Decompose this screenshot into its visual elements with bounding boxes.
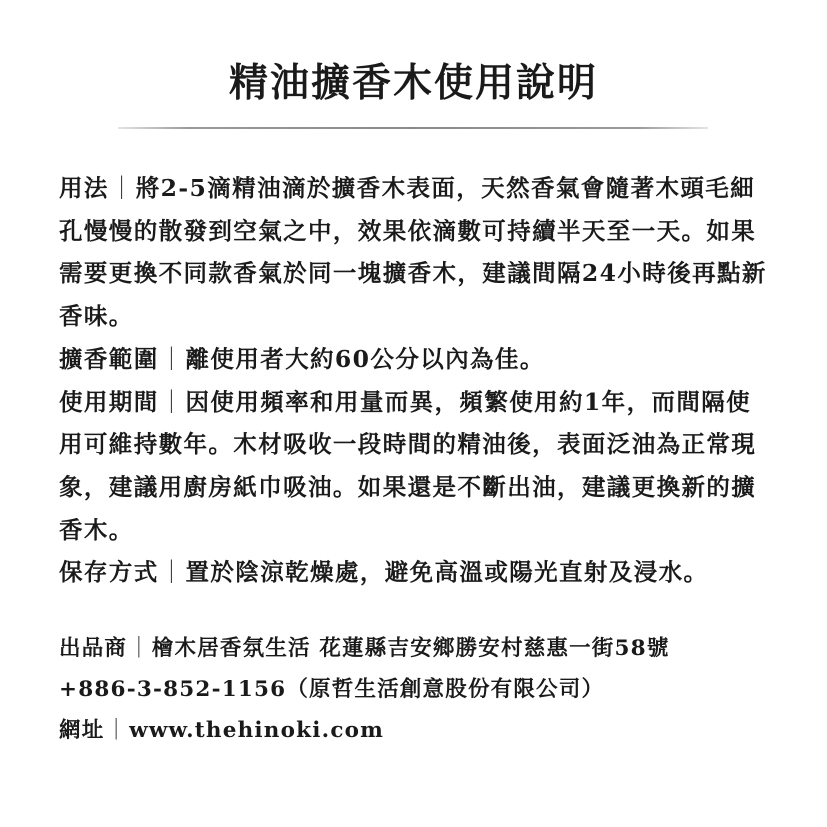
instructions-section [59, 167, 773, 594]
usage-paragraph [59, 167, 773, 338]
diffusion-range-label: 擴香範圍 [59, 344, 159, 373]
website-label: 網址 [59, 718, 105, 743]
storage-paragraph [59, 551, 773, 594]
website-link[interactable]: www.thehinoki.com [129, 718, 385, 743]
separator: ｜ [109, 174, 135, 202]
company-phone: +886-3-852-1156 [59, 677, 287, 702]
company-address: 花蓮縣吉安鄉勝安村慈惠一街58號 [319, 636, 670, 661]
company-legal-name: （原哲生活創意股份有限公司） [286, 677, 605, 702]
separator: ｜ [159, 387, 185, 416]
usage-text: 將2-5滴精油滴於擴香木表面，天然香氣會隨著木頭毛細孔慢慢的散發到空氣之中，效果依滴數可持續半天至一天。如果需要更換不同款香氣於同一塊擴香木，建議間隔24小時後再點新香味。 [59, 174, 767, 331]
separator: ｜ [105, 718, 129, 743]
usage-label: 用法 [59, 174, 109, 202]
diffusion-range-text: 離使用者大約60公分以內為佳。 [185, 344, 545, 373]
usage-period-paragraph [59, 381, 773, 552]
usage-period-text: 因使用頻率和用量而異，頻繁使用約1年，而間隔使用可維持數年。木材吸收一段時間的精油後，表面泛油為正常現象，建議用廚房紙巾吸油。如果還是不斷出油，建議更換新的擴香木。 [59, 387, 757, 544]
website-line [59, 710, 781, 751]
storage-label: 保存方式 [59, 558, 159, 587]
page-title: 精油擴香木使用說明 [228, 60, 598, 106]
usage-period-label: 使用期間 [59, 387, 159, 416]
storage-text: 置於陰涼乾燥處，避免高溫或陽光直射及浸水。 [185, 558, 709, 587]
phone-line [59, 669, 781, 710]
company-info [59, 628, 781, 751]
title-divider [118, 127, 708, 129]
producer-line [59, 628, 781, 669]
separator: ｜ [159, 558, 185, 587]
separator: ｜ [128, 636, 151, 661]
diffusion-range-paragraph [59, 338, 773, 381]
producer-name: 檜木居香氛生活 [151, 636, 311, 661]
separator: ｜ [159, 344, 185, 373]
producer-label: 出品商 [59, 636, 128, 661]
